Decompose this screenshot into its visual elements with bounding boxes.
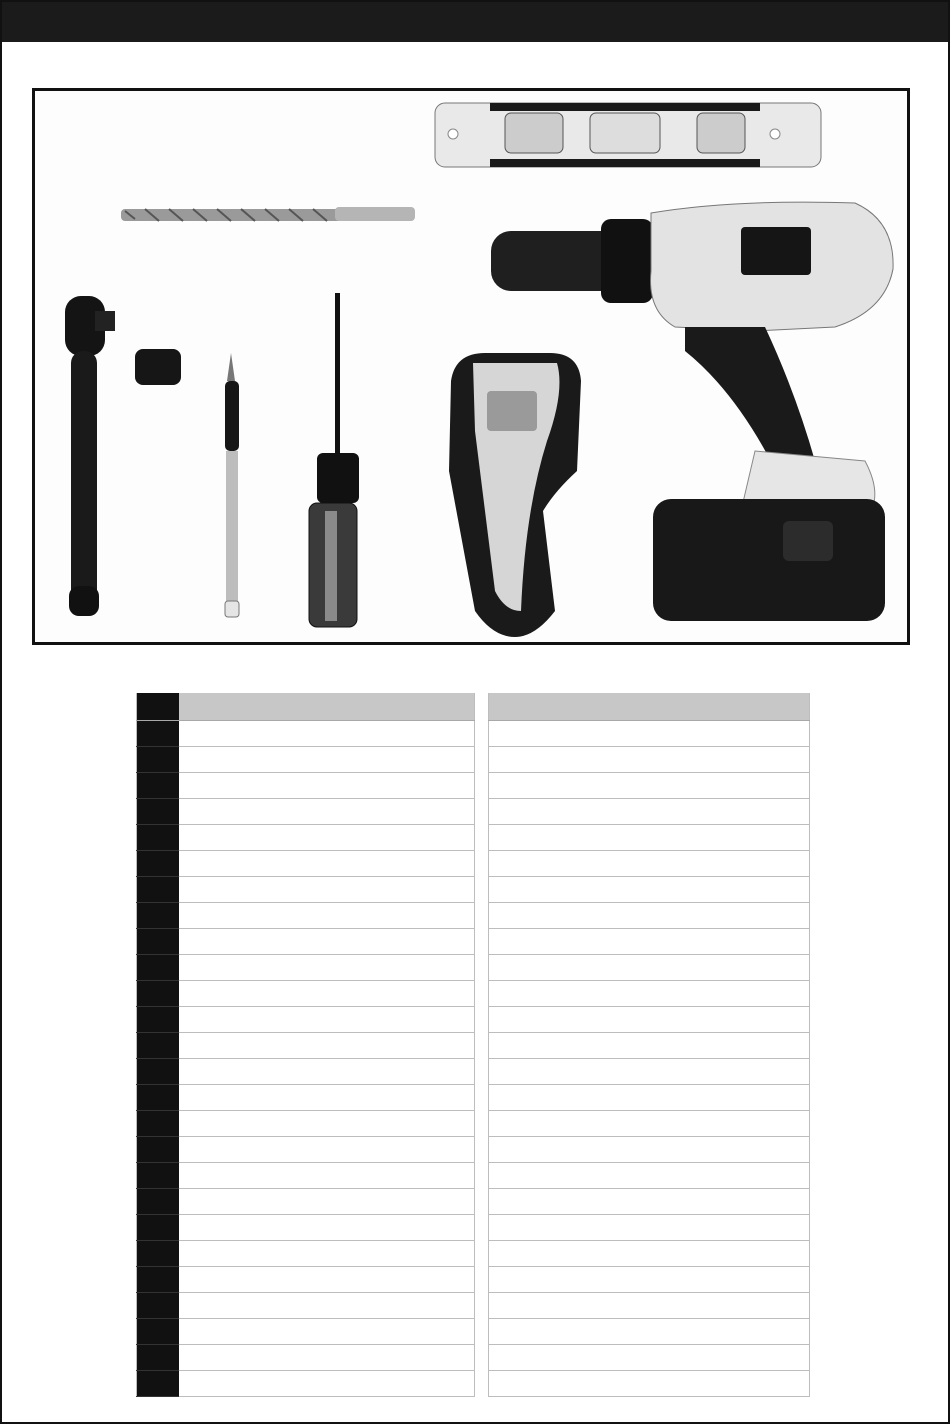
left-entry-cell[interactable] [179, 903, 475, 929]
table-row [137, 929, 475, 955]
table-row [137, 825, 475, 851]
right-entry-cell[interactable] [489, 1319, 810, 1345]
right-entry-cell[interactable] [489, 1371, 810, 1397]
table-row [489, 1241, 810, 1267]
left-entry-cell[interactable] [179, 1293, 475, 1319]
left-entry-cell[interactable] [179, 929, 475, 955]
right-table-header [489, 693, 810, 721]
table-row [137, 1215, 475, 1241]
row-number-cell [137, 825, 180, 851]
table-row [137, 721, 475, 747]
right-entry-cell[interactable] [489, 825, 810, 851]
row-number-cell [137, 747, 180, 773]
table-row [489, 721, 810, 747]
right-table [488, 693, 810, 1397]
left-table-header [137, 693, 475, 721]
left-entry-cell[interactable] [179, 1085, 475, 1111]
right-entry-cell[interactable] [489, 721, 810, 747]
stud-finder-icon [449, 353, 581, 637]
left-entry-cell[interactable] [179, 825, 475, 851]
table-row [137, 1163, 475, 1189]
right-entry-cell[interactable] [489, 1059, 810, 1085]
table-row [489, 955, 810, 981]
row-number-cell [137, 1189, 180, 1215]
right-entry-cell[interactable] [489, 955, 810, 981]
table-row [489, 1189, 810, 1215]
table-row [137, 1189, 475, 1215]
left-entry-cell[interactable] [179, 851, 475, 877]
ratchet-wrench-icon [65, 296, 115, 616]
right-entry-cell[interactable] [489, 1007, 810, 1033]
table-row [137, 799, 475, 825]
row-number-cell [137, 1163, 180, 1189]
left-entry-cell[interactable] [179, 877, 475, 903]
socket-icon [135, 349, 181, 385]
row-number-cell [137, 1111, 180, 1137]
left-entry-cell[interactable] [179, 1241, 475, 1267]
table-row [489, 1319, 810, 1345]
table-row [489, 929, 810, 955]
table-row [489, 1371, 810, 1397]
left-entry-cell[interactable] [179, 1215, 475, 1241]
left-entry-cell[interactable] [179, 1319, 475, 1345]
right-entry-cell[interactable] [489, 981, 810, 1007]
table-row [489, 851, 810, 877]
left-entry-cell[interactable] [179, 1111, 475, 1137]
table-row [137, 1345, 475, 1371]
row-number-cell [137, 1371, 180, 1397]
row-number-cell [137, 903, 180, 929]
table-row [137, 981, 475, 1007]
table-row [489, 1137, 810, 1163]
right-entry-cell[interactable] [489, 877, 810, 903]
table-row [137, 1059, 475, 1085]
row-number-cell [137, 773, 180, 799]
left-entry-cell[interactable] [179, 799, 475, 825]
table-row [489, 1345, 810, 1371]
row-number-cell [137, 929, 180, 955]
torpedo-level-icon [435, 103, 821, 167]
table-row [137, 773, 475, 799]
right-entry-cell[interactable] [489, 1137, 810, 1163]
row-number-cell [137, 1085, 180, 1111]
row-number-cell [137, 799, 180, 825]
table-row [137, 1267, 475, 1293]
row-number-cell [137, 693, 180, 721]
row-number-cell [137, 1293, 180, 1319]
table-row [137, 1137, 475, 1163]
row-number-cell [137, 1059, 180, 1085]
right-entry-cell[interactable] [489, 1163, 810, 1189]
right-entry-cell[interactable] [489, 1293, 810, 1319]
left-entry-cell[interactable] [179, 981, 475, 1007]
table-row [137, 1241, 475, 1267]
table-row [489, 981, 810, 1007]
table-row [137, 955, 475, 981]
table-row [489, 1215, 810, 1241]
right-entry-cell[interactable] [489, 747, 810, 773]
table-row [137, 1371, 475, 1397]
right-entry-cell[interactable] [489, 1215, 810, 1241]
left-entry-cell[interactable] [179, 1267, 475, 1293]
left-entry-cell[interactable] [179, 1163, 475, 1189]
table-row [489, 825, 810, 851]
tools-photo [32, 88, 910, 645]
table-row [137, 903, 475, 929]
table-row [489, 877, 810, 903]
right-entry-cell[interactable] [489, 773, 810, 799]
right-entry-cell[interactable] [489, 1111, 810, 1137]
row-number-cell [137, 851, 180, 877]
table-row [489, 1267, 810, 1293]
row-number-cell [137, 1215, 180, 1241]
table-row [137, 1085, 475, 1111]
table-row [137, 1111, 475, 1137]
right-entry-cell[interactable] [489, 1033, 810, 1059]
table-row [137, 1293, 475, 1319]
table-row [489, 799, 810, 825]
table-row [489, 903, 810, 929]
left-entry-cell[interactable] [179, 721, 475, 747]
left-entry-cell[interactable] [179, 1033, 475, 1059]
table-row [489, 1085, 810, 1111]
left-entry-cell[interactable] [179, 1137, 475, 1163]
left-table [136, 693, 475, 1397]
left-entry-cell[interactable] [179, 1345, 475, 1371]
row-number-cell [137, 1007, 180, 1033]
header-bar [2, 2, 948, 42]
left-entry-cell[interactable] [179, 1189, 475, 1215]
right-entry-cell[interactable] [489, 929, 810, 955]
table-row [137, 1007, 475, 1033]
table-row [489, 773, 810, 799]
screwdriver-icon [309, 293, 359, 627]
right-entry-cell[interactable] [489, 1267, 810, 1293]
left-entry-cell[interactable] [179, 1059, 475, 1085]
right-entry-cell[interactable] [489, 1189, 810, 1215]
row-number-cell [137, 877, 180, 903]
table-row [489, 1007, 810, 1033]
table-row [489, 1033, 810, 1059]
table-row [489, 1111, 810, 1137]
row-number-cell [137, 1267, 180, 1293]
table-row [489, 1059, 810, 1085]
row-number-cell [137, 1137, 180, 1163]
row-number-cell [137, 1241, 180, 1267]
left-entry-cell[interactable] [179, 1371, 475, 1397]
table-row [489, 747, 810, 773]
row-number-cell [137, 981, 180, 1007]
row-number-cell [137, 1319, 180, 1345]
table-row [137, 877, 475, 903]
table-row [137, 1319, 475, 1345]
row-number-cell [137, 1033, 180, 1059]
table-row [137, 747, 475, 773]
table-row [489, 1293, 810, 1319]
table-row [137, 851, 475, 877]
left-entry-cell[interactable] [179, 955, 475, 981]
table-row [137, 1033, 475, 1059]
row-number-cell [137, 955, 180, 981]
right-entry-cell[interactable] [489, 903, 810, 929]
right-entry-cell[interactable] [489, 1241, 810, 1267]
left-entry-cell[interactable] [179, 1007, 475, 1033]
right-entry-cell[interactable] [489, 1345, 810, 1371]
table-row [489, 1163, 810, 1189]
right-entry-cell[interactable] [489, 1085, 810, 1111]
row-number-cell [137, 1345, 180, 1371]
right-header-cell [489, 693, 810, 721]
left-entry-cell[interactable] [179, 747, 475, 773]
drill-bit-icon [121, 207, 415, 221]
left-entry-cell[interactable] [179, 773, 475, 799]
right-entry-cell[interactable] [489, 799, 810, 825]
left-header-cell [179, 693, 475, 721]
right-entry-cell[interactable] [489, 851, 810, 877]
mechanical-pencil-icon [225, 353, 239, 617]
row-number-cell [137, 721, 180, 747]
